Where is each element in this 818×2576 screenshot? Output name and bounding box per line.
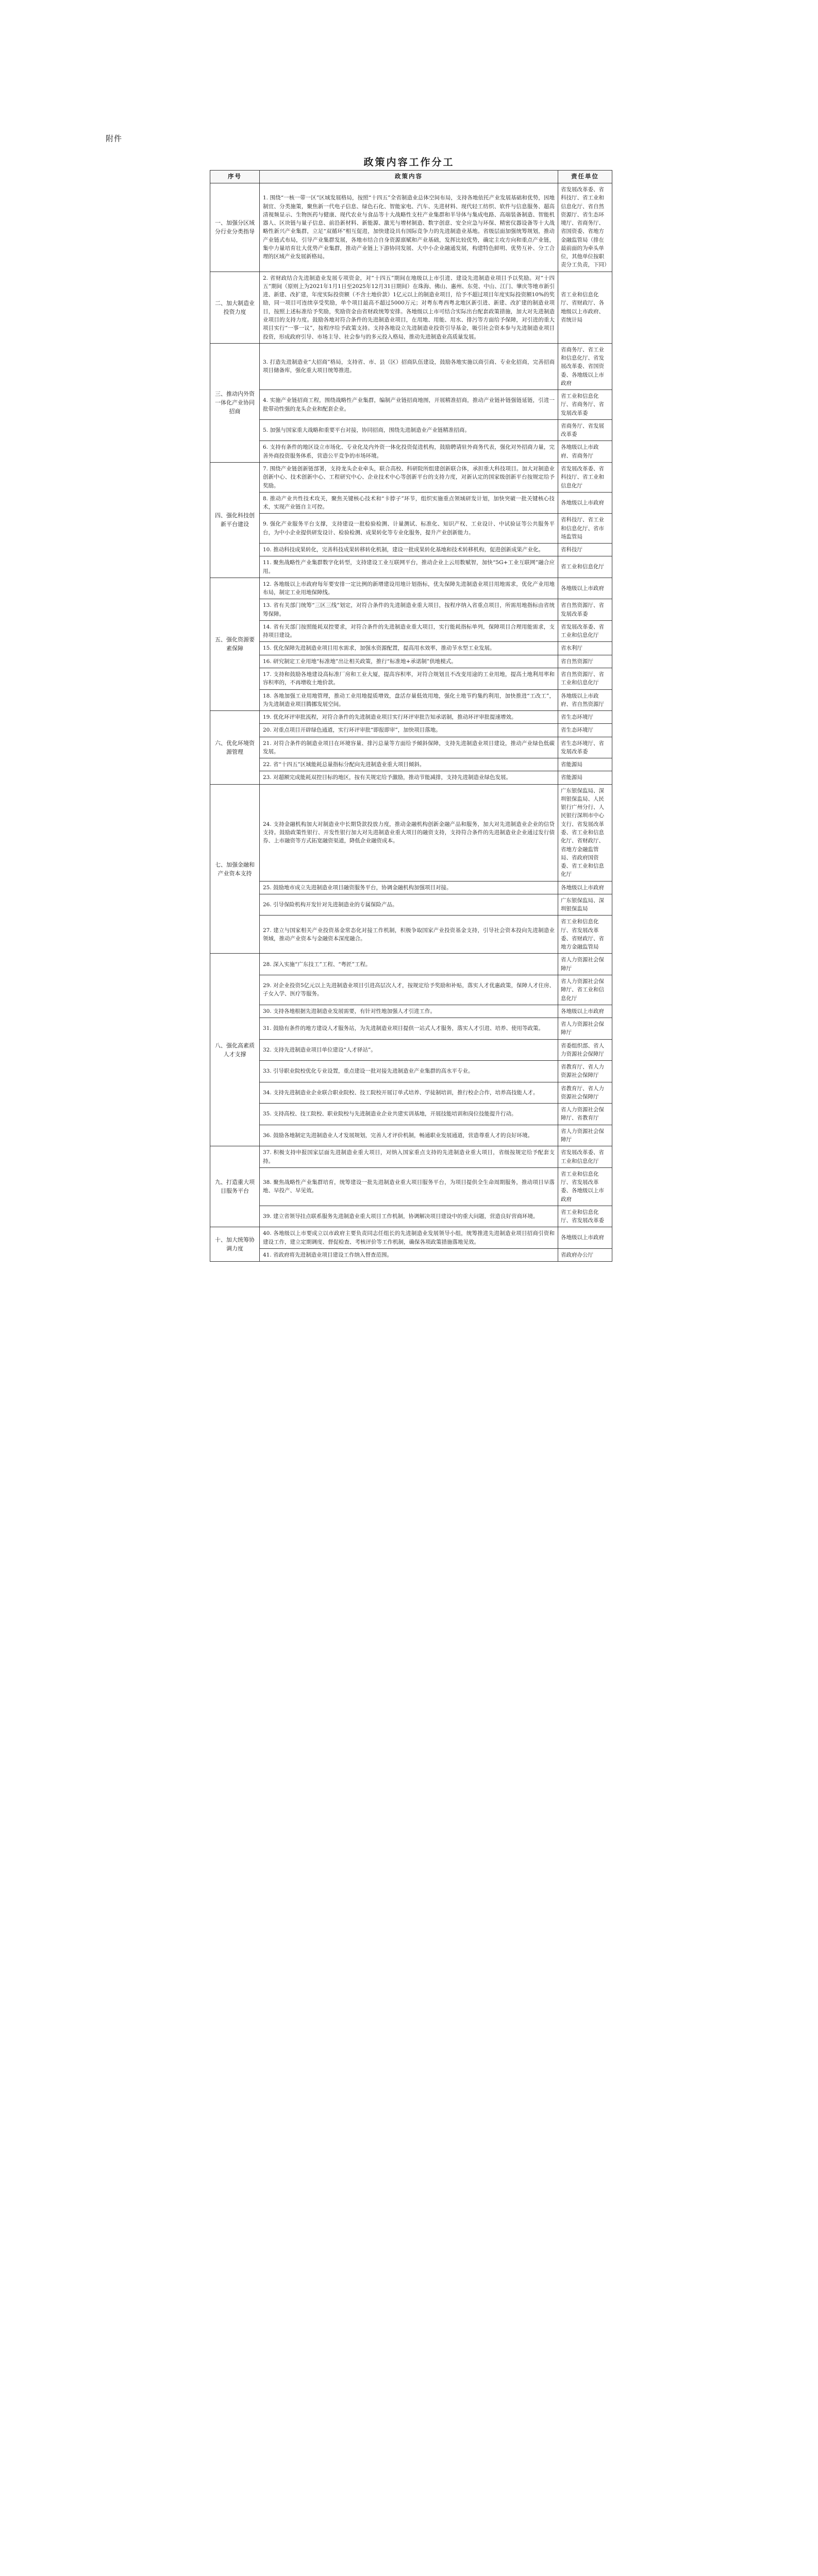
category-cell: 九、打造重大项目服务平台 bbox=[210, 1146, 260, 1227]
policy-content-cell: 9. 强化产业服务平台支撑，支持建设一批检验检测、计量测试、标准化、知识产权、工业设计、中试验证等公共服务平台，为中小企业提供研发设计、检验检测、成果转化等专业化服务，提升产业创新能力。 bbox=[260, 514, 558, 544]
policy-content-cell: 35. 支持高校、技工院校、职业院校与先进制造业企业共建实训基地，开展技能培训和岗位技能提升行动。 bbox=[260, 1104, 558, 1125]
table-row bbox=[210, 784, 612, 881]
responsible-unit-cell: 各地级以上市政府 bbox=[558, 881, 612, 894]
table-row bbox=[210, 881, 612, 894]
table-row bbox=[210, 1125, 612, 1146]
table-row bbox=[210, 492, 612, 514]
table-row bbox=[210, 1039, 612, 1061]
table-row bbox=[210, 441, 612, 463]
policy-content-cell: 12. 各地级以上市政府每年要安排一定比例的新增建设用地计划指标，优先保障先进制造业项目用地需求，优化产业用地布局，制定工业用地保障线。 bbox=[260, 578, 558, 599]
responsible-unit-cell: 省商务厅、省工业和信息化厅、省发展改革委、省国资委、各地级以上市政府 bbox=[558, 343, 612, 389]
table-row bbox=[210, 462, 612, 492]
table-row bbox=[210, 758, 612, 771]
policy-content-cell: 11. 聚焦战略性产业集群数字化转型，支持建设工业互联网平台，推动企业上云用数赋智，加快“5G+工业互联网”融合应用。 bbox=[260, 556, 558, 578]
table-row bbox=[210, 343, 612, 389]
category-cell: 三、推动内外资一体化产业协同招商 bbox=[210, 343, 260, 462]
responsible-unit-cell: 省生态环境厅 bbox=[558, 724, 612, 737]
table-header-row bbox=[210, 171, 612, 183]
responsible-unit-cell: 省发展改革委、省工业和信息化厅 bbox=[558, 620, 612, 642]
table-row bbox=[210, 544, 612, 556]
policy-content-cell: 30. 支持各地根据先进制造业发展需要，有针对性地加强人才引进工作。 bbox=[260, 1005, 558, 1018]
responsible-unit-cell: 省能源局 bbox=[558, 758, 612, 771]
table-row bbox=[210, 642, 612, 655]
responsible-unit-cell: 省生态环境厅 bbox=[558, 711, 612, 724]
policy-content-cell: 19. 优化环评审批流程，对符合条件的先进制造业项目实行环评审批告知承诺制，推动环评审批提速增效。 bbox=[260, 711, 558, 724]
header-unit: 责任单位 bbox=[558, 171, 612, 183]
category-cell: 二、加大制造业投资力度 bbox=[210, 272, 260, 343]
policy-content-cell: 17. 支持和鼓励各地建设高标准厂房和工业大厦，提高容积率，对符合规划且不改变用途的工业用地，提高土地利用率和容积率的，不再增收土地价款。 bbox=[260, 668, 558, 690]
table-row bbox=[210, 1018, 612, 1040]
policy-content-cell: 32. 支持先进制造业项目单位建设“人才驿站”。 bbox=[260, 1039, 558, 1061]
responsible-unit-cell: 各地级以上市政府、省自然资源厅 bbox=[558, 689, 612, 711]
responsible-unit-cell: 省科技厅、省工业和信息化厅、省市场监管局 bbox=[558, 514, 612, 544]
attachment-label: 附件 bbox=[106, 134, 123, 143]
responsible-unit-cell: 省工业和信息化厅、省商务厅、省发展改革委 bbox=[558, 390, 612, 420]
category-cell: 八、强化高素质人才支撑 bbox=[210, 954, 260, 1146]
table-row bbox=[210, 711, 612, 724]
responsible-unit-cell: 广东银保监局、深圳银保监局 bbox=[558, 894, 612, 916]
table-row bbox=[210, 668, 612, 690]
table-row bbox=[210, 1227, 612, 1249]
responsible-unit-cell: 省发展改革委、省工业和信息化厅 bbox=[558, 1146, 612, 1168]
policy-content-cell: 7. 围绕产业链创新链部署，支持龙头企业牵头，联合高校、科研院所组建创新联合体，承担重大科技项目。加大对制造业创新中心、技术创新中心、工程研究中心、企业技术中心等创新平台的支持力度，对新认定的国家级创新平台按规定给予奖励。 bbox=[260, 462, 558, 492]
table-row bbox=[210, 771, 612, 784]
responsible-unit-cell: 省人力资源社会保障厅 bbox=[558, 954, 612, 975]
policy-content-cell: 26. 引导保险机构开发针对先进制造业的专属保险产品。 bbox=[260, 894, 558, 916]
responsible-unit-cell: 省委组织部、省人力资源社会保障厅 bbox=[558, 1039, 612, 1061]
table-row bbox=[210, 975, 612, 1005]
table-row bbox=[210, 894, 612, 916]
policy-content-cell: 36. 鼓励各地制定先进制造业人才发展规划，完善人才评价机制，畅通职业发展通道，营造尊重人才的良好环境。 bbox=[260, 1125, 558, 1146]
policy-content-cell: 20. 对重点项目开辟绿色通道，实行环评审批“即报即审”，加快项目落地。 bbox=[260, 724, 558, 737]
responsible-unit-cell: 各地级以上市政府 bbox=[558, 1227, 612, 1249]
responsible-unit-cell: 省能源局 bbox=[558, 771, 612, 784]
table-row bbox=[210, 1005, 612, 1018]
policy-content-cell: 6. 支持有条件的地区设立市场化、专业化及内外资一体化投资促进机构，鼓励聘请驻外商务代表，强化对外招商力量，完善外商投资服务体系，营造公平竞争的市场环境。 bbox=[260, 441, 558, 463]
policy-content-cell: 2. 省财政结合先进制造业发展专项资金，对“十四五”期间在地级以上市引进、建设先进制造业项目予以奖励。对“十四五”期间（原则上为2021年1月1日至2025年12月31日期间）在珠海、佛山、惠州、东莞、中山、江门、肇庆等地市新引进、新建、改扩建，年度实际投资额（不含土地价款）1亿元以上的制造业项目，给予不超过项目年度实际投资额10%的奖励，同一项目可连续享受奖励，单个项目最高不超过5000万元；对粤东粤西粤北地区新引进、新建、改扩建的制造业项目，按照上述标准给予奖励，奖励资金由省财政统筹安排。各地级以上市可结合实际出台配套政策措施，加大对先进制造业项目的支持力度。鼓励各地对符合条件的先进制造业项目，在用地、用能、用水、排污等方面给予保障，对引进的重大项目实行“一事一议”，按程序给予政策支持。支持各地设立先进制造业投资引导基金，吸引社会资本参与先进制造业项目投资，形成政府引导、市场主导、社会参与的多元投入格局，推动先进制造业高质量发展。 bbox=[260, 272, 558, 343]
policy-content-cell: 24. 支持金融机构加大对制造业中长期贷款投放力度，推动金融机构创新金融产品和服务，加大对先进制造业企业的信贷支持。鼓励政策性银行、开发性银行加大对先进制造业重大项目的融资支持，支持符合条件的先进制造业企业通过发行债券、上市融资等方式拓宽融资渠道，降低企业融资成本。 bbox=[260, 784, 558, 881]
table-row bbox=[210, 1146, 612, 1168]
responsible-unit-cell: 省自然资源厅、省发展改革委 bbox=[558, 599, 612, 621]
page-title: 政策内容工作分工 bbox=[363, 157, 455, 168]
responsible-unit-cell: 省发展改革委、省科技厅、省工业和信息化厅、省自然资源厅、省生态环境厅、省商务厅、省国资委、省地方金融监管局（排在最前面的为牵头单位，其他单位按职责分工负责，下同） bbox=[558, 183, 612, 272]
category-cell: 一、加强分区域分行业分类指导 bbox=[210, 183, 260, 272]
category-cell: 十、加大统筹协调力度 bbox=[210, 1227, 260, 1262]
table-row bbox=[210, 599, 612, 621]
table-row bbox=[210, 1167, 612, 1206]
responsible-unit-cell: 省工业和信息化厅、省发展改革委、省财政厅、省地方金融监管局 bbox=[558, 916, 612, 954]
table-row bbox=[210, 514, 612, 544]
responsible-unit-cell: 各地级以上市政府 bbox=[558, 492, 612, 514]
policy-content-cell: 39. 建立省领导挂点联系服务先进制造业重大项目工作机制，协调解决项目建设中的重大问题，营造良好营商环境。 bbox=[260, 1206, 558, 1227]
table-row bbox=[210, 954, 612, 975]
table-row bbox=[210, 1082, 612, 1104]
policy-content-cell: 33. 引导职业院校优化专业设置，重点建设一批对接先进制造业产业集群的高水平专业。 bbox=[260, 1061, 558, 1082]
policy-content-cell: 38. 聚焦战略性产业集群培育，统筹建设一批先进制造业重大项目服务平台，为项目提供全生命周期服务，推动项目早落地、早投产、早见效。 bbox=[260, 1167, 558, 1206]
header-no: 序号 bbox=[210, 171, 260, 183]
responsible-unit-cell: 各地级以上市政府 bbox=[558, 578, 612, 599]
table-row bbox=[210, 1104, 612, 1125]
responsible-unit-cell: 省商务厅、省发展改革委 bbox=[558, 419, 612, 441]
table-row bbox=[210, 916, 612, 954]
policy-content-cell: 8. 推动产业共性技术攻关，聚焦关键核心技术和“卡脖子”环节，组织实施重点领域研发计划，加快突破一批关键核心技术，实现产业链自主可控。 bbox=[260, 492, 558, 514]
responsible-unit-cell: 省人力资源社会保障厅 bbox=[558, 1018, 612, 1040]
table-row bbox=[210, 655, 612, 668]
policy-content-cell: 14. 省有关部门按照能耗双控要求，对符合条件的先进制造业重大项目，实行能耗指标单列，保障项目合理用能需求，支持项目建设。 bbox=[260, 620, 558, 642]
responsible-unit-cell: 省人力资源社会保障厅、省工业和信息化厅 bbox=[558, 975, 612, 1005]
policy-content-cell: 18. 各地加强工业用地管理，推动工业用地提质增效，盘活存量低效用地，强化土地节约集约利用，加快推进“工改工”，为先进制造业项目腾挪发展空间。 bbox=[260, 689, 558, 711]
responsible-unit-cell: 省生态环境厅、省发展改革委 bbox=[558, 737, 612, 758]
policy-content-cell: 31. 鼓励有条件的地方建设人才服务站，为先进制造业项目提供一站式人才服务，落实人才引进、培养、使用等政策。 bbox=[260, 1018, 558, 1040]
table-body bbox=[210, 183, 612, 1262]
responsible-unit-cell: 省教育厅、省人力资源社会保障厅 bbox=[558, 1061, 612, 1082]
policy-content-cell: 28. 深入实施“广东技工”工程、“粤匠”工程。 bbox=[260, 954, 558, 975]
policy-content-cell: 25. 鼓励地市成立先进制造业项目融资服务平台，协调金融机构加强项目对接。 bbox=[260, 881, 558, 894]
responsible-unit-cell: 省工业和信息化厅 bbox=[558, 556, 612, 578]
policy-content-cell: 27. 建立与国家相关产业投资基金常态化对接工作机制，积极争取国家产业投资基金支持，引导社会资本投向先进制造业领域，推动产业资本与金融资本深度融合。 bbox=[260, 916, 558, 954]
category-cell: 六、优化环境资源管理 bbox=[210, 711, 260, 785]
table-row bbox=[210, 1248, 612, 1261]
responsible-unit-cell: 省工业和信息化厅、省发展改革委 bbox=[558, 1206, 612, 1227]
policy-table bbox=[210, 170, 612, 1262]
header-content: 政策内容 bbox=[260, 171, 558, 183]
policy-content-cell: 22. 省“十四五”区域能耗总量指标分配向先进制造业重大项目倾斜。 bbox=[260, 758, 558, 771]
table-row bbox=[210, 419, 612, 441]
table-row bbox=[210, 737, 612, 758]
policy-content-cell: 37. 积极支持申报国家层面先进制造业重大项目，对纳入国家重点支持的先进制造业重大项目，省级按规定给予配套支持。 bbox=[260, 1146, 558, 1168]
responsible-unit-cell: 省自然资源厅、省工业和信息化厅 bbox=[558, 668, 612, 690]
responsible-unit-cell: 省人力资源社会保障厅 bbox=[558, 1125, 612, 1146]
table-row bbox=[210, 272, 612, 343]
table-row bbox=[210, 689, 612, 711]
table-row bbox=[210, 556, 612, 578]
table-row bbox=[210, 183, 612, 272]
table-row bbox=[210, 724, 612, 737]
category-cell: 七、加强金融和产业资本支持 bbox=[210, 784, 260, 954]
policy-content-cell: 10. 推动科技成果转化，完善科技成果转移转化机制，建设一批成果转化基地和技术转移机构，促进创新成果产业化。 bbox=[260, 544, 558, 556]
table-row bbox=[210, 620, 612, 642]
responsible-unit-cell: 省工业和信息化厅、省财政厅、各地级以上市政府、省统计局 bbox=[558, 272, 612, 343]
responsible-unit-cell: 广东银保监局、深圳银保监局、人民银行广州分行、人民银行深圳市中心支行、省发展改革委、省工业和信息化厅、省财政厅、省地方金融监管局、省政府国资委、省工业和信息化厅 bbox=[558, 784, 612, 881]
responsible-unit-cell: 省水利厅 bbox=[558, 642, 612, 655]
policy-content-cell: 41. 省政府将先进制造业项目建设工作纳入督查范围。 bbox=[260, 1248, 558, 1261]
responsible-unit-cell: 省教育厅、省人力资源社会保障厅 bbox=[558, 1082, 612, 1104]
table-row bbox=[210, 1206, 612, 1227]
policy-content-cell: 40. 各地级以上市要成立以市政府主要负责同志任组长的先进制造业发展领导小组，统筹推进先进制造业项目招商引资和建设工作，建立定期调度、督促检查、考核评价等工作机制，确保各项政策措施落地见效。 bbox=[260, 1227, 558, 1249]
responsible-unit-cell: 省发展改革委、省科技厅、省工业和信息化厅 bbox=[558, 462, 612, 492]
policy-content-cell: 34. 支持先进制造业企业联合职业院校、技工院校开展订单式培养、学徒制培训，推行校企合作，培养高技能人才。 bbox=[260, 1082, 558, 1104]
policy-content-cell: 16. 研究制定工业用地“标准地”出让相关政策，推行“标准地+承诺制”供地模式。 bbox=[260, 655, 558, 668]
responsible-unit-cell: 各地级以上市政府、省商务厅 bbox=[558, 441, 612, 463]
policy-content-cell: 15. 优化保障先进制造业项目用水需求，加强水资源配置，提高用水效率，推动节水型工业发展。 bbox=[260, 642, 558, 655]
policy-content-cell: 23. 对超额完成能耗双控目标的地区，按有关规定给予激励，推动节能减排，支持先进制造业绿色发展。 bbox=[260, 771, 558, 784]
policy-content-cell: 13. 省有关部门统筹“三区三线”划定，对符合条件的先进制造业重大项目，按程序纳入省重点项目，所需用地指标由省统筹保障。 bbox=[260, 599, 558, 621]
responsible-unit-cell: 省人力资源社会保障厅、省教育厅 bbox=[558, 1104, 612, 1125]
category-cell: 四、强化科技创新平台建设 bbox=[210, 462, 260, 578]
table-row bbox=[210, 390, 612, 420]
policy-content-cell: 29. 对企业投资5亿元以上先进制造业项目引进高层次人才，按规定给予奖励和补贴，落实人才优惠政策，保障人才住房、子女入学、医疗等服务。 bbox=[260, 975, 558, 1005]
responsible-unit-cell: 省自然资源厅 bbox=[558, 655, 612, 668]
responsible-unit-cell: 省科技厅 bbox=[558, 544, 612, 556]
table-row bbox=[210, 1061, 612, 1082]
policy-content-cell: 4. 实施产业链招商工程，围绕战略性产业集群，编制产业链招商地图，开展精准招商，推动产业链补链强链延链，引进一批带动性强的龙头企业和配套企业。 bbox=[260, 390, 558, 420]
responsible-unit-cell: 各地级以上市政府 bbox=[558, 1005, 612, 1018]
category-cell: 五、强化资源要素保障 bbox=[210, 578, 260, 710]
policy-content-cell: 1. 围绕“一核一带一区”区域发展格局，按照“十四五”全省制造业总体空间布局，支持各地依托产业发展基础和优势，因地制宜、分类施策，聚焦新一代电子信息、绿色石化、智能家电、汽车、先进材料、现代轻工纺织、软件与信息服务、超高清视频显示、生物医药与健康、现代农业与食品等十大战略性支柱产业集群和半导体与集成电路、高端装备制造、智能机器人、区块链与量子信息、前沿新材料、新能源、激光与增材制造、数字创意、安全应急与环保、精密仪器设备等十大战略性新兴产业集群，立足“双循环”相互促进，加快建设具有国际竞争力的先进制造业基地。省级层面加强统筹规划，推动产业链式布局，引导产业集群发展，各地市结合自身资源禀赋和产业基础，发挥比较优势，确定主攻方向和重点产业链，集中力量培育壮大优势产业集群，推动产业链上下游协同发展、大中小企业融通发展，构建特色鲜明、优势互补、分工合理的区域产业发展新格局。 bbox=[260, 183, 558, 272]
table-row bbox=[210, 578, 612, 599]
policy-content-cell: 21. 对符合条件的制造业项目在环境容量、排污总量等方面给予倾斜保障，支持先进制造业项目建设，推动产业绿色低碳发展。 bbox=[260, 737, 558, 758]
responsible-unit-cell: 省政府办公厅 bbox=[558, 1248, 612, 1261]
policy-content-cell: 5. 加强与国家重大战略和重要平台对接，协同招商，围绕先进制造业产业链精准招商。 bbox=[260, 419, 558, 441]
policy-content-cell: 3. 打造先进制造业“大招商”格局，支持省、市、县（区）招商队伍建设，鼓励各地实施以商引商、专业化招商，完善招商项目储备库，强化重大项目统筹推进。 bbox=[260, 343, 558, 389]
responsible-unit-cell: 省工业和信息化厅、省发展改革委、各地级以上市政府 bbox=[558, 1167, 612, 1206]
